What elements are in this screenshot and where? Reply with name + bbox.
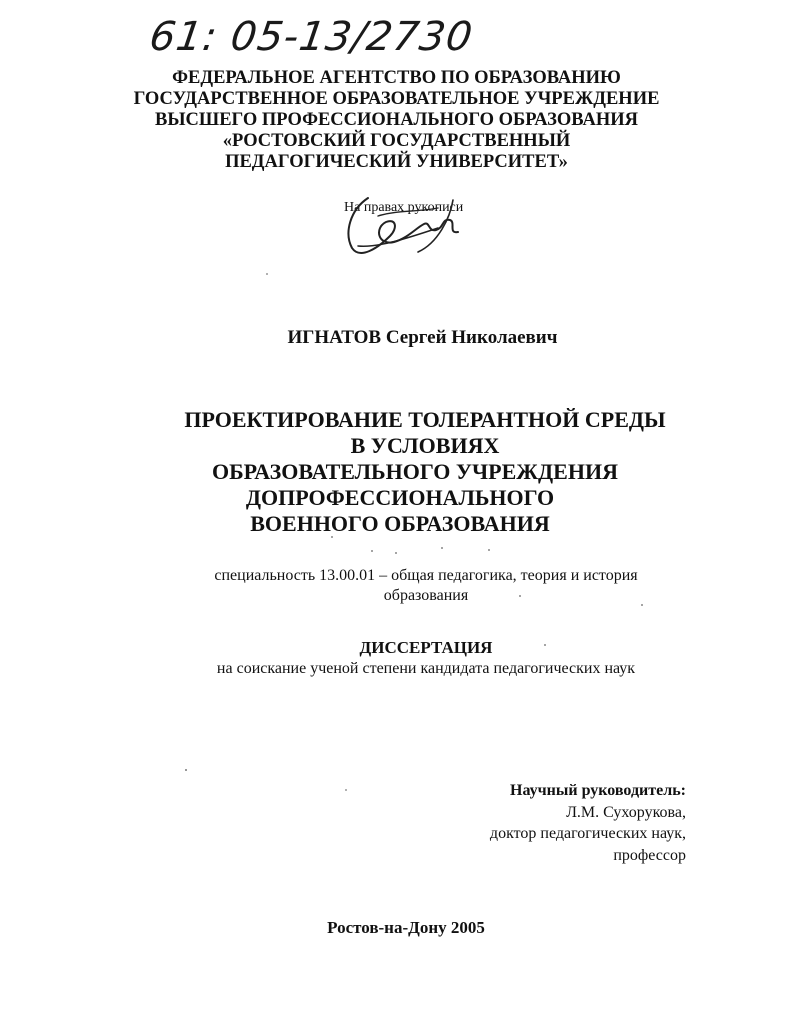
header-line: ГОСУДАРСТВЕННОЕ ОБРАЗОВАТЕЛЬНОЕ УЧРЕЖДЕНИЕ	[133, 89, 660, 109]
header-line: ВЫСШЕГО ПРОФЕССИОНАЛЬНОГО ОБРАЗОВАНИЯ	[155, 110, 638, 130]
degree-line: на соискание ученой степени кандидата педагогических наук	[216, 660, 636, 677]
manuscript-rights-note: На правах рукописи	[344, 200, 464, 215]
title-line: ПРОЕКТИРОВАНИЕ ТОЛЕРАНТНОЙ СРЕДЫ	[184, 407, 666, 432]
header-line: ПЕДАГОГИЧЕСКИЙ УНИВЕРСИТЕТ»	[225, 152, 568, 172]
title-line: ОБРАЗОВАТЕЛЬНОГО УЧРЕЖДЕНИЯ	[212, 459, 618, 484]
title-line: В УСЛОВИЯХ	[350, 433, 500, 458]
institution-header	[0, 68, 793, 173]
header-line: ФЕДЕРАЛЬНОЕ АГЕНТСТВО ПО ОБРАЗОВАНИЮ	[172, 68, 621, 88]
dissertation-title	[0, 407, 793, 537]
specialty	[0, 566, 793, 606]
supervisor-degree: доктор педагогических наук,	[489, 825, 686, 842]
header-line: «РОСТОВСКИЙ ГОСУДАРСТВЕННЫЙ	[222, 131, 571, 151]
signature-image	[338, 188, 478, 268]
supervisor-heading: Научный руководитель:	[510, 782, 686, 799]
specialty-line: специальность 13.00.01 – общая педагогика, теория и история	[214, 567, 638, 584]
specialty-line: образования	[383, 587, 469, 604]
supervisor-block	[490, 780, 686, 866]
supervisor-title: профессор	[613, 846, 686, 864]
dissertation-label: ДИССЕРТАЦИЯ	[359, 638, 493, 657]
supervisor-name: Л.М. Сухорукова,	[566, 803, 686, 821]
city-year: Ростов-на-Дону 2005	[327, 918, 485, 937]
title-line: ДОПРОФЕССИОНАЛЬНОГО	[245, 485, 555, 510]
author-name: ИГНАТОВ Сергей Николаевич	[287, 327, 558, 348]
title-line: ВОЕННОГО ОБРАЗОВАНИЯ	[250, 511, 550, 536]
archive-stamp: 61: 05-13/2730	[146, 14, 476, 60]
